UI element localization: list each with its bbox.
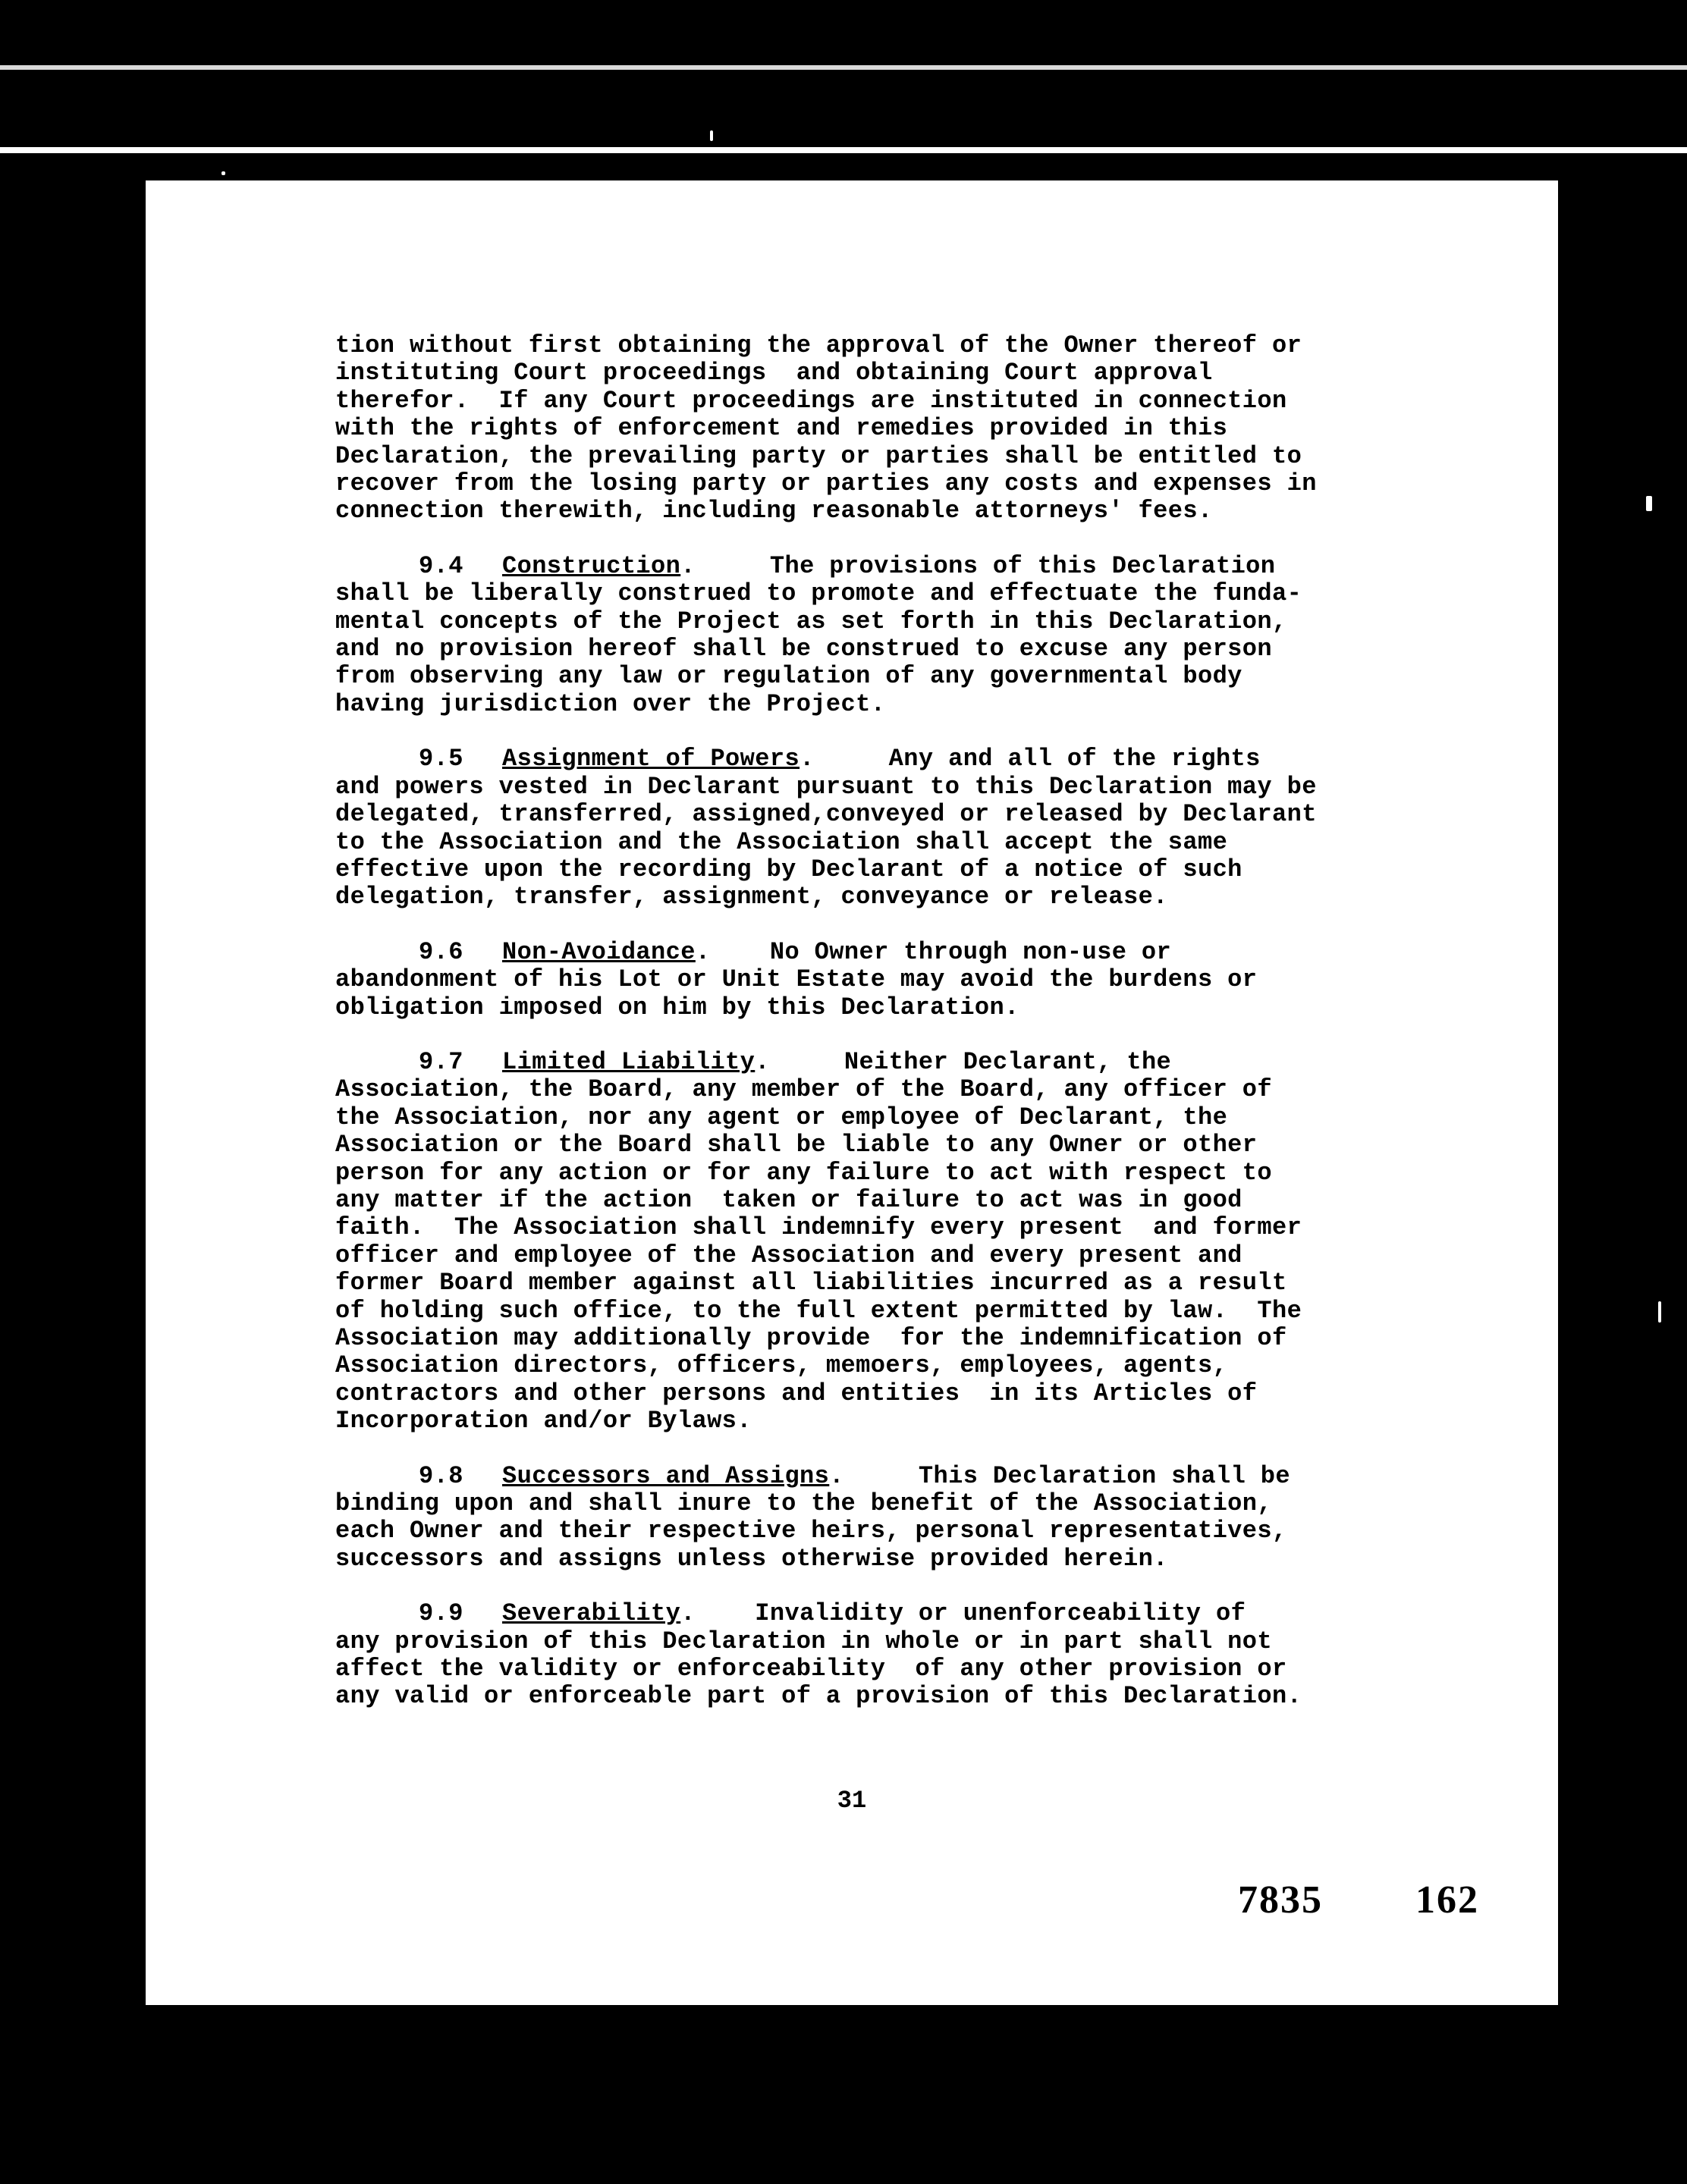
- text-line: successors and assigns unless otherwise provided herein.: [335, 1544, 1168, 1573]
- scan-speck: [1658, 1301, 1661, 1323]
- text-line: any valid or enforceable part of a provision of this Declaration.: [335, 1682, 1302, 1711]
- section-first-line-text: . Neither Declarant, the: [755, 1047, 1172, 1076]
- recording-book-number: 7835: [1238, 1878, 1323, 1922]
- text-line: instituting Court proceedings and obtaining Court approval: [335, 359, 1213, 388]
- text-line: Incorporation and/or Bylaws.: [335, 1407, 752, 1436]
- section-heading-line: [335, 745, 1443, 773]
- section-number: 9.9: [419, 1599, 463, 1628]
- text-line: of holding such office, to the full extent permitted by law. The: [335, 1296, 1302, 1325]
- section-number: 9.6: [419, 937, 463, 966]
- section-first-line-text: . Any and all of the rights: [800, 745, 1261, 774]
- text-line: the Association, nor any agent or employee of Declarant, the: [335, 1103, 1228, 1131]
- scan-speck: [221, 171, 225, 175]
- text-line: shall be liberally construed to promote and effectuate the funda-: [335, 579, 1302, 608]
- text-line: tion without first obtaining the approval of the Owner thereof or: [335, 331, 1302, 359]
- scan-speck: [1646, 496, 1652, 511]
- scan-border-band: [0, 147, 1687, 153]
- document-page: [146, 180, 1558, 2005]
- text-line: former Board member against all liabilities incurred as a result: [335, 1269, 1287, 1298]
- section-first-line-text: . This Declaration shall be: [829, 1461, 1290, 1490]
- text-line: from observing any law or regulation of any governmental body: [335, 662, 1242, 691]
- text-line: faith. The Association shall indemnify every present and former: [335, 1213, 1302, 1242]
- recording-page-number: 162: [1415, 1878, 1479, 1922]
- section-heading: Assignment of Powers: [502, 745, 800, 774]
- text-line: Association or the Board shall be liable to any Owner or other: [335, 1131, 1258, 1159]
- text-line: with the rights of enforcement and remedies provided in this: [335, 414, 1228, 443]
- page-number: 31: [837, 1787, 867, 1815]
- text-line: delegated, transferred, assigned,conveyed or released by Declarant: [335, 800, 1317, 829]
- text-line: each Owner and their respective heirs, personal representatives,: [335, 1517, 1287, 1545]
- text-line: and no provision hereof shall be construed to excuse any person: [335, 635, 1272, 664]
- scan-speck: [710, 130, 713, 141]
- section-number: 9.8: [419, 1461, 463, 1490]
- text-line: any matter if the action taken or failure to act was in good: [335, 1185, 1242, 1214]
- section-9-4: [335, 553, 1443, 718]
- text-line: Association, the Board, any member of the Board, any officer of: [335, 1075, 1272, 1104]
- text-line: person for any action or for any failure to act with respect to: [335, 1158, 1272, 1187]
- section-9-6: [335, 939, 1443, 1021]
- text-line: recover from the losing party or parties any costs and expenses in: [335, 469, 1317, 498]
- section-heading: Limited Liability: [502, 1047, 756, 1076]
- section-first-line-text: . Invalidity or unenforceability of: [680, 1599, 1246, 1628]
- text-line: to the Association and the Association shall accept the same: [335, 827, 1228, 856]
- section-9-7: [335, 1049, 1443, 1436]
- text-line: and powers vested in Declarant pursuant to this Declaration may be: [335, 772, 1317, 801]
- section-number: 9.5: [419, 745, 463, 774]
- section-heading: Severability: [502, 1599, 681, 1628]
- text-line: effective upon the recording by Declarant of a notice of such: [335, 855, 1242, 883]
- text-line: connection therewith, including reasonable attorneys' fees.: [335, 497, 1213, 526]
- section-9-9: [335, 1600, 1443, 1711]
- section-heading: Construction: [502, 551, 681, 580]
- text-line: any provision of this Declaration in whole or in part shall not: [335, 1627, 1272, 1655]
- section-heading-line: [335, 1049, 1443, 1076]
- text-line: having jurisdiction over the Project.: [335, 689, 886, 718]
- section-heading-line: [335, 1600, 1443, 1627]
- section-9-8: [335, 1463, 1443, 1574]
- document-body: [335, 332, 1443, 1738]
- text-line: Declaration, the prevailing party or parties shall be entitled to: [335, 441, 1302, 470]
- scan-border-top: [0, 65, 1687, 70]
- section-first-line-text: . No Owner through non-use or: [695, 937, 1172, 966]
- text-line: delegation, transfer, assignment, conveyance or release.: [335, 883, 1168, 912]
- text-line: Association may additionally provide for the indemnification of: [335, 1324, 1287, 1352]
- text-line: Association directors, officers, memoers, employees, agents,: [335, 1351, 1228, 1380]
- text-line: mental concepts of the Project as set forth in this Declaration,: [335, 607, 1287, 635]
- text-line: officer and employee of the Association and every present and: [335, 1241, 1242, 1269]
- section-heading-line: [335, 939, 1443, 966]
- text-line: affect the validity or enforceability of any other provision or: [335, 1655, 1287, 1684]
- continued-paragraph: [335, 332, 1443, 526]
- text-line: contractors and other persons and entities in its Articles of: [335, 1379, 1258, 1407]
- section-heading: Successors and Assigns: [502, 1461, 830, 1490]
- text-line: binding upon and shall inure to the benefit of the Association,: [335, 1489, 1272, 1518]
- section-heading-line: [335, 1463, 1443, 1490]
- section-heading: Non-Avoidance: [502, 937, 696, 966]
- text-line: obligation imposed on him by this Declaration.: [335, 993, 1019, 1021]
- section-number: 9.7: [419, 1047, 463, 1076]
- text-line: abandonment of his Lot or Unit Estate may avoid the burdens or: [335, 965, 1258, 994]
- section-number: 9.4: [419, 551, 463, 580]
- section-9-5: [335, 745, 1443, 911]
- section-heading-line: [335, 553, 1443, 580]
- text-line: therefor. If any Court proceedings are instituted in connection: [335, 386, 1287, 415]
- section-first-line-text: . The provisions of this Declaration: [680, 551, 1276, 580]
